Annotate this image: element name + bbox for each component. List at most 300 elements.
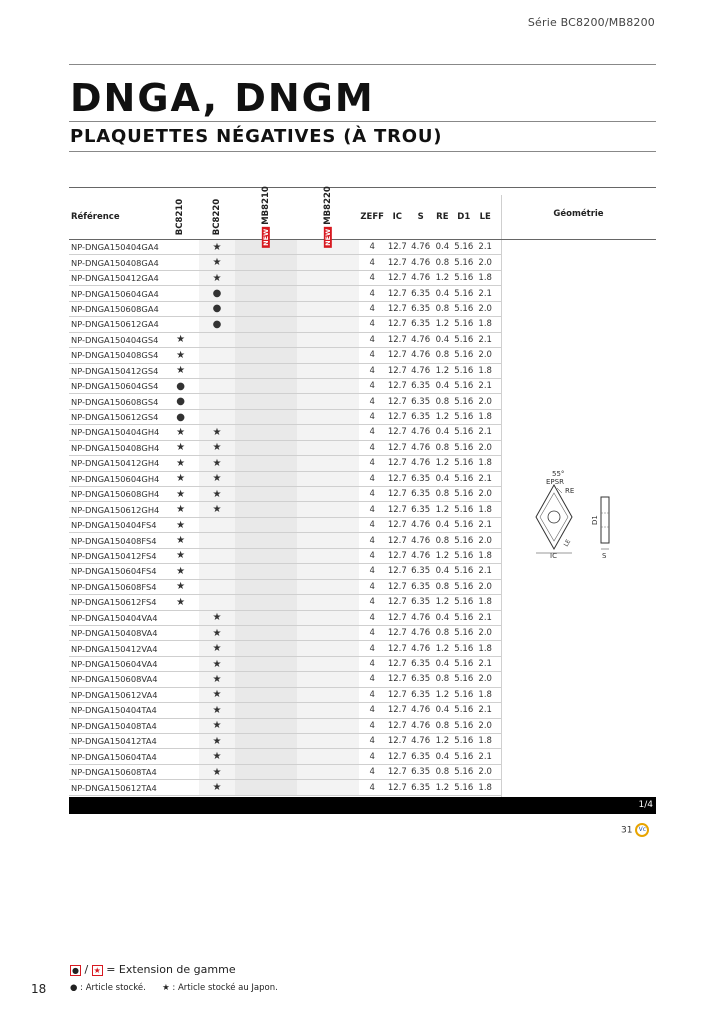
grade-mb8210-cell — [235, 579, 297, 594]
re-cell: 1.2 — [432, 780, 452, 795]
s-cell: 4.76 — [409, 240, 433, 255]
d1-cell: 5.16 — [452, 734, 475, 749]
grade-mb8210-cell — [235, 548, 297, 563]
grade-bc8220-cell: ● — [199, 286, 235, 301]
grade-mb8210-cell — [235, 687, 297, 702]
ic-cell: 12.7 — [386, 517, 409, 532]
spacer-cell — [495, 456, 501, 471]
grade-mb8210-cell — [235, 718, 297, 733]
grade-bc8210-cell: ★ — [162, 456, 198, 471]
grade-mb8210-cell — [235, 533, 297, 548]
table-row — [69, 579, 501, 594]
table-row — [69, 687, 501, 702]
grade-bc8220-cell — [199, 548, 235, 563]
table-row — [69, 363, 501, 378]
grade-mb8220-cell — [297, 749, 359, 764]
table-row — [69, 672, 501, 687]
d1-cell: 5.16 — [452, 595, 475, 610]
grade-mb8210-cell — [235, 487, 297, 502]
ic-cell: 12.7 — [386, 718, 409, 733]
le-cell: 2.1 — [475, 332, 495, 347]
ic-cell: 12.7 — [386, 595, 409, 610]
grade-bc8210-cell — [162, 672, 198, 687]
s-cell: 6.35 — [409, 502, 433, 517]
grade-bc8210-cell: ● — [162, 409, 198, 424]
spacer-cell — [495, 764, 501, 779]
legend-extension: ● / ★ = Extension de gamme — [72, 963, 236, 976]
s-cell: 6.35 — [409, 378, 433, 393]
d1-cell: 5.16 — [452, 533, 475, 548]
d1-cell: 5.16 — [452, 656, 475, 671]
s-cell: 6.35 — [409, 301, 433, 316]
new-badge: NEW — [323, 228, 332, 246]
re-cell: 0.4 — [432, 703, 452, 718]
spacer-cell — [495, 533, 501, 548]
spacer-cell — [495, 718, 501, 733]
bullet-icon: ● — [70, 983, 78, 993]
s-cell: 6.35 — [409, 579, 433, 594]
zeff-cell: 4 — [359, 471, 386, 486]
zeff-cell: 4 — [359, 270, 386, 285]
grade-bc8210-cell: ★ — [162, 595, 198, 610]
legend-stock: ● : Article stocké. ★ : Article stocké au Japon. — [70, 983, 278, 993]
grade-bc8210-cell: ★ — [162, 348, 198, 363]
grade-mb8220-cell — [297, 564, 359, 579]
grade-bc8210-cell: ★ — [162, 502, 198, 517]
ic-cell: 12.7 — [386, 533, 409, 548]
zeff-cell: 4 — [359, 363, 386, 378]
diagram-le-label: LE — [562, 538, 573, 548]
s-cell: 6.35 — [409, 764, 433, 779]
spacer-cell — [495, 240, 501, 255]
grade-mb8220-cell — [297, 502, 359, 517]
d1-cell: 5.16 — [452, 564, 475, 579]
ic-cell: 12.7 — [386, 656, 409, 671]
col-le: LE — [475, 195, 495, 240]
geometry-header: Géométrie — [501, 195, 656, 240]
ic-cell: 12.7 — [386, 456, 409, 471]
d1-cell: 5.16 — [452, 286, 475, 301]
table-row — [69, 564, 501, 579]
le-cell: 1.8 — [475, 456, 495, 471]
re-cell: 1.2 — [432, 734, 452, 749]
table-row — [69, 440, 501, 455]
re-cell: 0.8 — [432, 440, 452, 455]
zeff-cell: 4 — [359, 749, 386, 764]
table-row — [69, 409, 501, 424]
grade-bc8210-cell — [162, 687, 198, 702]
spacer-cell — [495, 286, 501, 301]
grade-mb8210-cell — [235, 394, 297, 409]
table-row — [69, 456, 501, 471]
grade-mb8220-cell — [297, 718, 359, 733]
table-row — [69, 378, 501, 393]
reference-cell: NP-DNGA150604VA4 — [69, 656, 162, 671]
grade-mb8220-cell — [297, 533, 359, 548]
grade-bc8210-cell: ★ — [162, 332, 198, 347]
col-grade-bc8220: BC8220 — [199, 195, 235, 240]
grade-bc8220-cell — [199, 564, 235, 579]
grade-bc8220-cell: ★ — [199, 625, 235, 640]
re-cell: 1.2 — [432, 363, 452, 378]
table-row — [69, 348, 501, 363]
zeff-cell: 4 — [359, 718, 386, 733]
col-spacer — [495, 195, 501, 240]
ic-cell: 12.7 — [386, 378, 409, 393]
reference-cell: NP-DNGA150604TA4 — [69, 749, 162, 764]
grade-bc8220-cell: ★ — [199, 471, 235, 486]
spacer-cell — [495, 270, 501, 285]
table-row — [69, 301, 501, 316]
grade-bc8210-cell: ● — [162, 378, 198, 393]
grade-mb8210-cell — [235, 734, 297, 749]
grade-mb8220-cell — [297, 332, 359, 347]
table-row — [69, 595, 501, 610]
re-cell: 1.2 — [432, 595, 452, 610]
table-row — [69, 240, 501, 255]
d1-cell: 5.16 — [452, 440, 475, 455]
reference-cell: NP-DNGA150408VA4 — [69, 625, 162, 640]
reference-cell: NP-DNGA150408GA4 — [69, 255, 162, 270]
grade-bc8220-cell: ★ — [199, 718, 235, 733]
vc-badge — [621, 823, 649, 837]
zeff-cell: 4 — [359, 780, 386, 795]
spacer-cell — [495, 595, 501, 610]
re-cell: 0.8 — [432, 672, 452, 687]
zeff-cell: 4 — [359, 610, 386, 625]
diagram-s-label: S — [602, 552, 607, 560]
s-cell: 4.76 — [409, 348, 433, 363]
grade-mb8220-cell — [297, 255, 359, 270]
s-cell: 4.76 — [409, 363, 433, 378]
s-cell: 4.76 — [409, 610, 433, 625]
grade-mb8210-cell — [235, 595, 297, 610]
spacer-cell — [495, 517, 501, 532]
grade-bc8210-cell: ★ — [162, 579, 198, 594]
grade-bc8210-cell — [162, 255, 198, 270]
grade-bc8220-cell: ★ — [199, 240, 235, 255]
ic-cell: 12.7 — [386, 409, 409, 424]
grade-bc8210-cell: ★ — [162, 533, 198, 548]
s-cell: 4.76 — [409, 625, 433, 640]
grade-bc8210-cell — [162, 718, 198, 733]
le-cell: 2.0 — [475, 301, 495, 316]
zeff-cell: 4 — [359, 348, 386, 363]
reference-cell: NP-DNGA150404TA4 — [69, 703, 162, 718]
ic-cell: 12.7 — [386, 255, 409, 270]
grade-mb8210-cell — [235, 749, 297, 764]
zeff-cell: 4 — [359, 517, 386, 532]
d1-cell: 5.16 — [452, 471, 475, 486]
spacer-cell — [495, 579, 501, 594]
page-subtitle: PLAQUETTES NÉGATIVES (À TROU) — [70, 126, 443, 147]
spacer-cell — [495, 687, 501, 702]
table-row — [69, 780, 501, 795]
ic-cell: 12.7 — [386, 687, 409, 702]
diagram-epsr-label: EPSR — [546, 478, 564, 486]
s-cell: 4.76 — [409, 533, 433, 548]
new-badge: NEW — [262, 228, 271, 246]
spacer-cell — [495, 610, 501, 625]
grade-mb8220-cell — [297, 548, 359, 563]
ic-cell: 12.7 — [386, 240, 409, 255]
grade-mb8220-cell — [297, 456, 359, 471]
ic-cell: 12.7 — [386, 487, 409, 502]
le-cell: 2.1 — [475, 240, 495, 255]
grade-bc8220-cell — [199, 394, 235, 409]
spacer-cell — [495, 301, 501, 316]
grade-bc8220-cell — [199, 363, 235, 378]
grade-bc8210-cell — [162, 240, 198, 255]
re-cell: 0.4 — [432, 378, 452, 393]
grade-bc8210-cell: ★ — [162, 425, 198, 440]
spacer-cell — [495, 656, 501, 671]
s-cell: 4.76 — [409, 255, 433, 270]
grade-bc8220-cell: ★ — [199, 487, 235, 502]
re-cell: 0.8 — [432, 348, 452, 363]
grade-mb8220-cell — [297, 394, 359, 409]
s-cell: 4.76 — [409, 332, 433, 347]
ic-cell: 12.7 — [386, 363, 409, 378]
grade-mb8220-cell — [297, 348, 359, 363]
grade-mb8210-cell — [235, 363, 297, 378]
spacer-cell — [495, 548, 501, 563]
insert-inner-outline — [540, 493, 568, 541]
le-cell: 2.0 — [475, 718, 495, 733]
reference-cell: NP-DNGA150612GA4 — [69, 317, 162, 332]
s-cell: 4.76 — [409, 734, 433, 749]
le-cell: 1.8 — [475, 595, 495, 610]
le-cell: 2.1 — [475, 425, 495, 440]
d1-cell: 5.16 — [452, 409, 475, 424]
re-cell: 0.4 — [432, 286, 452, 301]
ic-cell: 12.7 — [386, 440, 409, 455]
diagram-angle-label: 55° — [552, 470, 565, 478]
reference-cell: NP-DNGA150404FS4 — [69, 517, 162, 532]
grade-mb8210-cell — [235, 471, 297, 486]
zeff-cell: 4 — [359, 641, 386, 656]
d1-cell: 5.16 — [452, 394, 475, 409]
le-cell: 1.8 — [475, 409, 495, 424]
s-cell: 6.35 — [409, 687, 433, 702]
grade-mb8220-cell — [297, 625, 359, 640]
grade-bc8220-cell — [199, 409, 235, 424]
re-cell: 0.8 — [432, 533, 452, 548]
grade-mb8210-cell — [235, 348, 297, 363]
grade-mb8220-cell — [297, 579, 359, 594]
title-divider — [69, 121, 656, 122]
grade-bc8220-cell: ★ — [199, 456, 235, 471]
grade-mb8210-cell — [235, 317, 297, 332]
le-cell: 2.1 — [475, 749, 495, 764]
re-cell: 0.8 — [432, 579, 452, 594]
reference-cell: NP-DNGA150408FS4 — [69, 533, 162, 548]
le-cell: 1.8 — [475, 317, 495, 332]
table-row — [69, 641, 501, 656]
grade-bc8220-cell — [199, 533, 235, 548]
spacer-cell — [495, 703, 501, 718]
spacer-cell — [495, 502, 501, 517]
col-re: RE — [432, 195, 452, 240]
reference-cell: NP-DNGA150604GS4 — [69, 378, 162, 393]
d1-cell: 5.16 — [452, 625, 475, 640]
spacer-cell — [495, 641, 501, 656]
grade-bc8220-cell: ★ — [199, 641, 235, 656]
zeff-cell: 4 — [359, 579, 386, 594]
d1-cell: 5.16 — [452, 425, 475, 440]
le-cell: 2.0 — [475, 394, 495, 409]
re-cell: 1.2 — [432, 502, 452, 517]
re-cell: 0.4 — [432, 471, 452, 486]
grade-mb8220-cell — [297, 687, 359, 702]
ic-cell: 12.7 — [386, 286, 409, 301]
le-cell: 2.0 — [475, 487, 495, 502]
reference-cell: NP-DNGA150408TA4 — [69, 718, 162, 733]
table-row — [69, 703, 501, 718]
zeff-cell: 4 — [359, 564, 386, 579]
d1-cell: 5.16 — [452, 240, 475, 255]
d1-cell: 5.16 — [452, 703, 475, 718]
bullet-extension-icon: ● — [70, 965, 81, 976]
grade-bc8220-cell: ● — [199, 317, 235, 332]
le-cell: 2.0 — [475, 625, 495, 640]
spacer-cell — [495, 440, 501, 455]
zeff-cell: 4 — [359, 286, 386, 301]
reference-cell: NP-DNGA150608GA4 — [69, 301, 162, 316]
col-zeff: ZEFF — [359, 195, 386, 240]
d1-cell: 5.16 — [452, 301, 475, 316]
grade-bc8210-cell — [162, 610, 198, 625]
grade-bc8210-cell: ★ — [162, 363, 198, 378]
grade-bc8210-cell — [162, 270, 198, 285]
ic-cell: 12.7 — [386, 579, 409, 594]
ic-cell: 12.7 — [386, 332, 409, 347]
grade-bc8210-cell — [162, 703, 198, 718]
spacer-cell — [495, 734, 501, 749]
d1-cell: 5.16 — [452, 348, 475, 363]
zeff-cell: 4 — [359, 440, 386, 455]
grade-mb8220-cell — [297, 656, 359, 671]
zeff-cell: 4 — [359, 533, 386, 548]
spacer-cell — [495, 348, 501, 363]
top-divider — [69, 64, 656, 65]
grade-mb8220-cell — [297, 517, 359, 532]
le-cell: 1.8 — [475, 363, 495, 378]
grade-bc8220-cell: ★ — [199, 703, 235, 718]
table-row — [69, 548, 501, 563]
reference-cell: NP-DNGA150608GS4 — [69, 394, 162, 409]
grade-bc8210-cell: ★ — [162, 487, 198, 502]
reference-cell: NP-DNGA150412GH4 — [69, 456, 162, 471]
spacer-cell — [495, 780, 501, 795]
grade-bc8210-cell: ★ — [162, 564, 198, 579]
col-ic: IC — [386, 195, 409, 240]
page-number: 18 — [31, 982, 47, 996]
grade-bc8220-cell: ★ — [199, 734, 235, 749]
grade-bc8220-cell — [199, 517, 235, 532]
insert-side-view — [601, 497, 609, 543]
s-cell: 6.35 — [409, 317, 433, 332]
re-cell: 0.8 — [432, 764, 452, 779]
grade-bc8220-cell: ★ — [199, 610, 235, 625]
grade-bc8220-cell: ● — [199, 301, 235, 316]
page-fraction: 1/4 — [638, 800, 653, 810]
zeff-cell: 4 — [359, 734, 386, 749]
zeff-cell: 4 — [359, 595, 386, 610]
grade-mb8210-cell — [235, 641, 297, 656]
grade-mb8210-cell — [235, 564, 297, 579]
re-cell: 1.2 — [432, 687, 452, 702]
grade-mb8210-cell — [235, 409, 297, 424]
le-cell: 2.1 — [475, 471, 495, 486]
le-cell: 1.8 — [475, 641, 495, 656]
re-cell: 0.8 — [432, 487, 452, 502]
re-cell: 1.2 — [432, 270, 452, 285]
zeff-cell: 4 — [359, 425, 386, 440]
d1-cell: 5.16 — [452, 548, 475, 563]
table-row — [69, 425, 501, 440]
spacer-cell — [495, 625, 501, 640]
reference-cell: NP-DNGA150412VA4 — [69, 641, 162, 656]
grade-bc8220-cell: ★ — [199, 270, 235, 285]
re-cell: 1.2 — [432, 456, 452, 471]
diagram-ic-label: IC — [550, 552, 557, 560]
table-row — [69, 764, 501, 779]
le-cell: 2.0 — [475, 672, 495, 687]
spacer-cell — [495, 332, 501, 347]
grade-mb8210-cell — [235, 703, 297, 718]
table-header-row — [69, 195, 501, 240]
s-cell: 4.76 — [409, 641, 433, 656]
vc-badge-icon: Vc — [635, 823, 649, 837]
ic-cell: 12.7 — [386, 780, 409, 795]
grade-mb8220-cell — [297, 595, 359, 610]
le-cell: 2.0 — [475, 533, 495, 548]
reference-cell: NP-DNGA150612VA4 — [69, 687, 162, 702]
zeff-cell: 4 — [359, 255, 386, 270]
le-cell: 2.1 — [475, 378, 495, 393]
s-cell: 6.35 — [409, 595, 433, 610]
reference-cell: NP-DNGA150612TA4 — [69, 780, 162, 795]
s-cell: 6.35 — [409, 564, 433, 579]
reference-cell: NP-DNGA150608FS4 — [69, 579, 162, 594]
spacer-cell — [495, 317, 501, 332]
grade-mb8220-cell — [297, 317, 359, 332]
re-cell: 0.8 — [432, 394, 452, 409]
grade-mb8220-cell — [297, 610, 359, 625]
ic-cell: 12.7 — [386, 301, 409, 316]
s-cell: 6.35 — [409, 487, 433, 502]
grade-bc8220-cell: ★ — [199, 672, 235, 687]
grade-mb8210-cell — [235, 610, 297, 625]
grade-bc8210-cell: ★ — [162, 517, 198, 532]
re-cell: 0.4 — [432, 610, 452, 625]
re-cell: 0.4 — [432, 425, 452, 440]
zeff-cell: 4 — [359, 764, 386, 779]
re-cell: 0.4 — [432, 332, 452, 347]
grade-bc8210-cell — [162, 734, 198, 749]
grade-bc8210-cell — [162, 764, 198, 779]
s-cell: 6.35 — [409, 672, 433, 687]
spacer-cell — [495, 363, 501, 378]
reference-cell: NP-DNGA150408GH4 — [69, 440, 162, 455]
s-cell: 4.76 — [409, 517, 433, 532]
grade-mb8210-cell — [235, 764, 297, 779]
diagram-d1-label: D1 — [591, 515, 599, 525]
le-cell: 1.8 — [475, 548, 495, 563]
ic-cell: 12.7 — [386, 703, 409, 718]
ic-cell: 12.7 — [386, 348, 409, 363]
